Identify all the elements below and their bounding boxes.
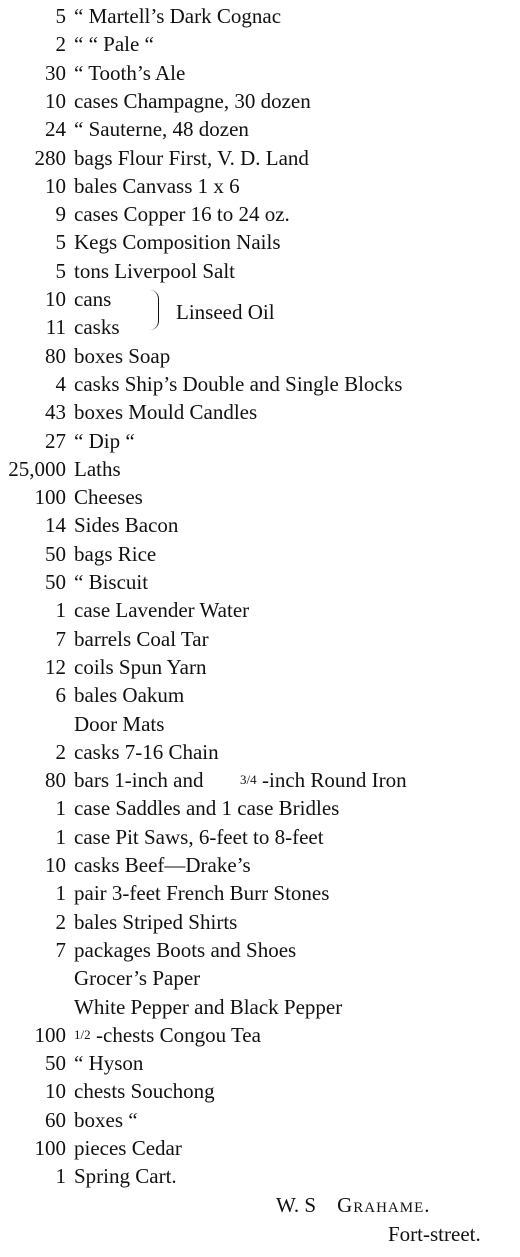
item-quantity: 10 [45, 287, 66, 311]
item-description: cases Champagne, 30 dozen [74, 88, 311, 113]
item-description: cans [74, 287, 112, 311]
item-description: “ Dip “ [74, 428, 135, 453]
item-quantity: 7 [55, 937, 66, 962]
item-description: casks 7-16 Chain [74, 739, 219, 764]
item-quantity: 5 [55, 258, 66, 283]
signature-address: Fort-street. [388, 1222, 481, 1246]
item-description: pair 3-feet French Burr Stones [74, 881, 330, 906]
item-quantity: 100 [34, 1022, 66, 1047]
item-quantity: 43 [45, 400, 66, 425]
item-description: bales Oakum [74, 683, 185, 708]
item-quantity: 280 [34, 145, 66, 170]
item-description: “ Biscuit [74, 570, 149, 594]
item-description: Spring Cart. [74, 1164, 177, 1189]
item-quantity: 1 [55, 1164, 66, 1189]
item-quantity: 60 [45, 1107, 66, 1132]
item-quantity: 50 [45, 541, 66, 566]
item-description: Grocer’s Paper [74, 966, 201, 991]
item-description: bags Flour First, V. D. Land [74, 145, 309, 170]
item-quantity: 7 [55, 626, 66, 651]
item-description: casks Ship’s Double and Single Blocks [74, 371, 403, 396]
item-description: Door Mats [74, 711, 165, 736]
item-quantity: 9 [55, 202, 66, 227]
item-description: “ Martell’s Dark Cognac [74, 4, 282, 28]
item-quantity: 2 [55, 739, 66, 764]
item-quantity: 10 [45, 88, 66, 113]
item-quantity: 80 [45, 768, 66, 793]
item-quantity: 1 [55, 881, 66, 906]
item-quantity: 50 [45, 570, 66, 594]
item-quantity: 14 [45, 513, 66, 538]
item-quantity: 5 [55, 4, 66, 28]
item-quantity: 2 [55, 909, 66, 934]
item-description: “ Sauterne, 48 dozen [74, 117, 249, 142]
item-quantity: 27 [45, 428, 66, 453]
item-description: case Saddles and 1 case Bridles [74, 796, 340, 821]
item-quantity: 10 [45, 853, 66, 877]
item-quantity: 10 [45, 173, 66, 198]
item-description: bags Rice [74, 541, 157, 566]
item-quantity: 6 [55, 683, 66, 708]
item-description: casks Beef—Drake’s [74, 853, 251, 877]
item-quantity: 50 [45, 1051, 66, 1076]
item-description: case Lavender Water [74, 598, 250, 623]
item-description: Cheeses [74, 485, 143, 510]
item-quantity: 4 [55, 371, 66, 396]
item-description: boxes Soap [74, 343, 171, 368]
item-quantity: 30 [45, 60, 66, 85]
item-quantity: 12 [45, 654, 66, 679]
signature-surname: Grahame. [337, 1193, 431, 1217]
item-description: “ Tooth’s Ale [74, 60, 186, 85]
item-description: Laths [74, 456, 121, 481]
item-description: “ “ Pale “ [74, 32, 154, 57]
item-quantity: 24 [45, 117, 66, 142]
iron-fraction: 3/4 [240, 772, 257, 788]
iron-suffix: -inch Round Iron [262, 768, 407, 793]
item-quantity: 2 [55, 32, 66, 57]
item-description: Kegs Composition Nails [74, 230, 281, 255]
item-description: chests Souchong [74, 1079, 215, 1104]
item-quantity: 5 [55, 230, 66, 255]
item-quantity: 11 [45, 315, 66, 340]
item-description: case Pit Saws, 6-feet to 8-feet [74, 824, 324, 849]
item-description: packages Boots and Shoes [74, 937, 297, 962]
item-description: Sides Bacon [74, 513, 179, 538]
item-quantity: 25,000 [8, 456, 66, 481]
item-description: boxes Mould Candles [74, 400, 258, 425]
item-quantity: 100 [34, 1136, 66, 1160]
item-description: bars 1-inch and [74, 768, 204, 793]
signature-initials: W. S [276, 1193, 317, 1217]
item-description: casks [74, 315, 120, 340]
item-description: barrels Coal Tar [74, 626, 209, 651]
item-description: bales Canvass 1 x 6 [74, 173, 240, 198]
item-quantity: 10 [45, 1079, 66, 1104]
item-description: cases Copper 16 to 24 oz. [74, 202, 290, 227]
item-quantity: 1 [55, 598, 66, 623]
item-quantity: 100 [34, 485, 66, 510]
item-description: boxes “ [74, 1107, 138, 1132]
linseed-oil-label: Linseed Oil [176, 300, 275, 324]
item-quantity: 1 [55, 824, 66, 849]
item-description: White Pepper and Black Pepper [74, 994, 343, 1019]
item-description: bales Striped Shirts [74, 909, 238, 934]
item-quantity: 1 [55, 796, 66, 821]
item-description: pieces Cedar [74, 1136, 182, 1160]
item-description: “ Hyson [74, 1051, 144, 1076]
bracket-brace [150, 290, 159, 330]
signature-name [276, 1193, 431, 1218]
item-description: tons Liverpool Salt [74, 258, 235, 283]
item-quantity: 80 [45, 343, 66, 368]
item-description: coils Spun Yarn [74, 654, 207, 679]
tea-fraction: 1/2 [74, 1026, 91, 1042]
item-description: -chests Congou Tea [96, 1022, 261, 1047]
